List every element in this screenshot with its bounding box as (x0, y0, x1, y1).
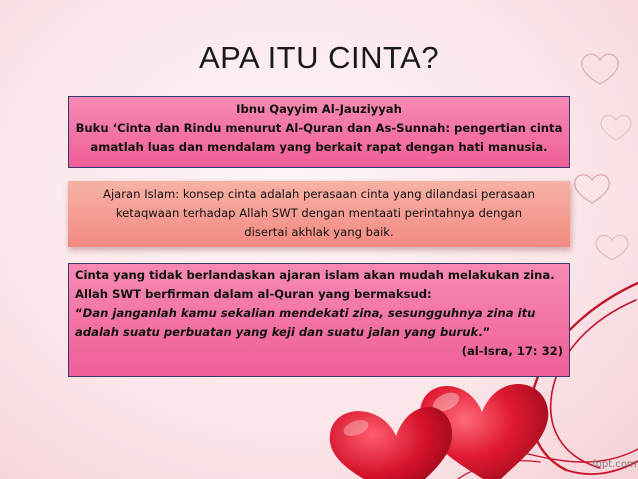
footer-brand: fppt.com (592, 459, 637, 470)
box3-line2: Allah SWT berfirman dalam al-Quran yang bermaksud: (75, 287, 432, 301)
box3-quote-line1 (75, 304, 563, 323)
verse-reference: (al-Isra, 17: 32) (461, 344, 563, 358)
box3-quote-line2 (75, 323, 563, 342)
quote-open-mark: “ (75, 306, 83, 320)
box3-line1: Cinta yang tidak berlandaskan ajaran islam akan mudah melakukan zina. (75, 268, 555, 282)
box2-line2: ketaqwaan terhadap Allah SWT dengan mentaati perintahnya dengan (115, 206, 523, 220)
box-ibnu-qayyim (68, 96, 570, 168)
heart-outline-icon (575, 175, 609, 203)
heart-outline-icon (601, 115, 631, 140)
box1-line1: Buku ‘Cinta dan Rindu menurut Al-Quran dan As-Sunnah: pengertian cinta (75, 121, 563, 135)
page-title: APA ITU CINTA? (198, 40, 440, 75)
box2-line3: disertai akhlak yang baik. (244, 225, 394, 239)
box1-heading: Ibnu Qayyim Al-Jauziyyah (236, 102, 402, 116)
heart-icon (330, 407, 452, 479)
quote-close-mark: .” (478, 325, 491, 339)
box1-line2: amatlah luas dan mendalam yang berkait rapat dengan hati manusia. (90, 140, 548, 154)
heart-outline-icon (596, 235, 628, 260)
box-quran-verse (68, 263, 570, 377)
quote-text-2: adalah suatu perbuatan yang keji dan suatu jalan yang buruk (75, 325, 479, 339)
quote-text-1: Dan janganlah kamu sekalian mendekati zina, sesungguhnya zina itu (82, 306, 536, 320)
box-ajaran-islam (68, 181, 570, 247)
box2-line1: Ajaran Islam: konsep cinta adalah perasaan cinta yang dilandasi perasaan (103, 187, 535, 201)
